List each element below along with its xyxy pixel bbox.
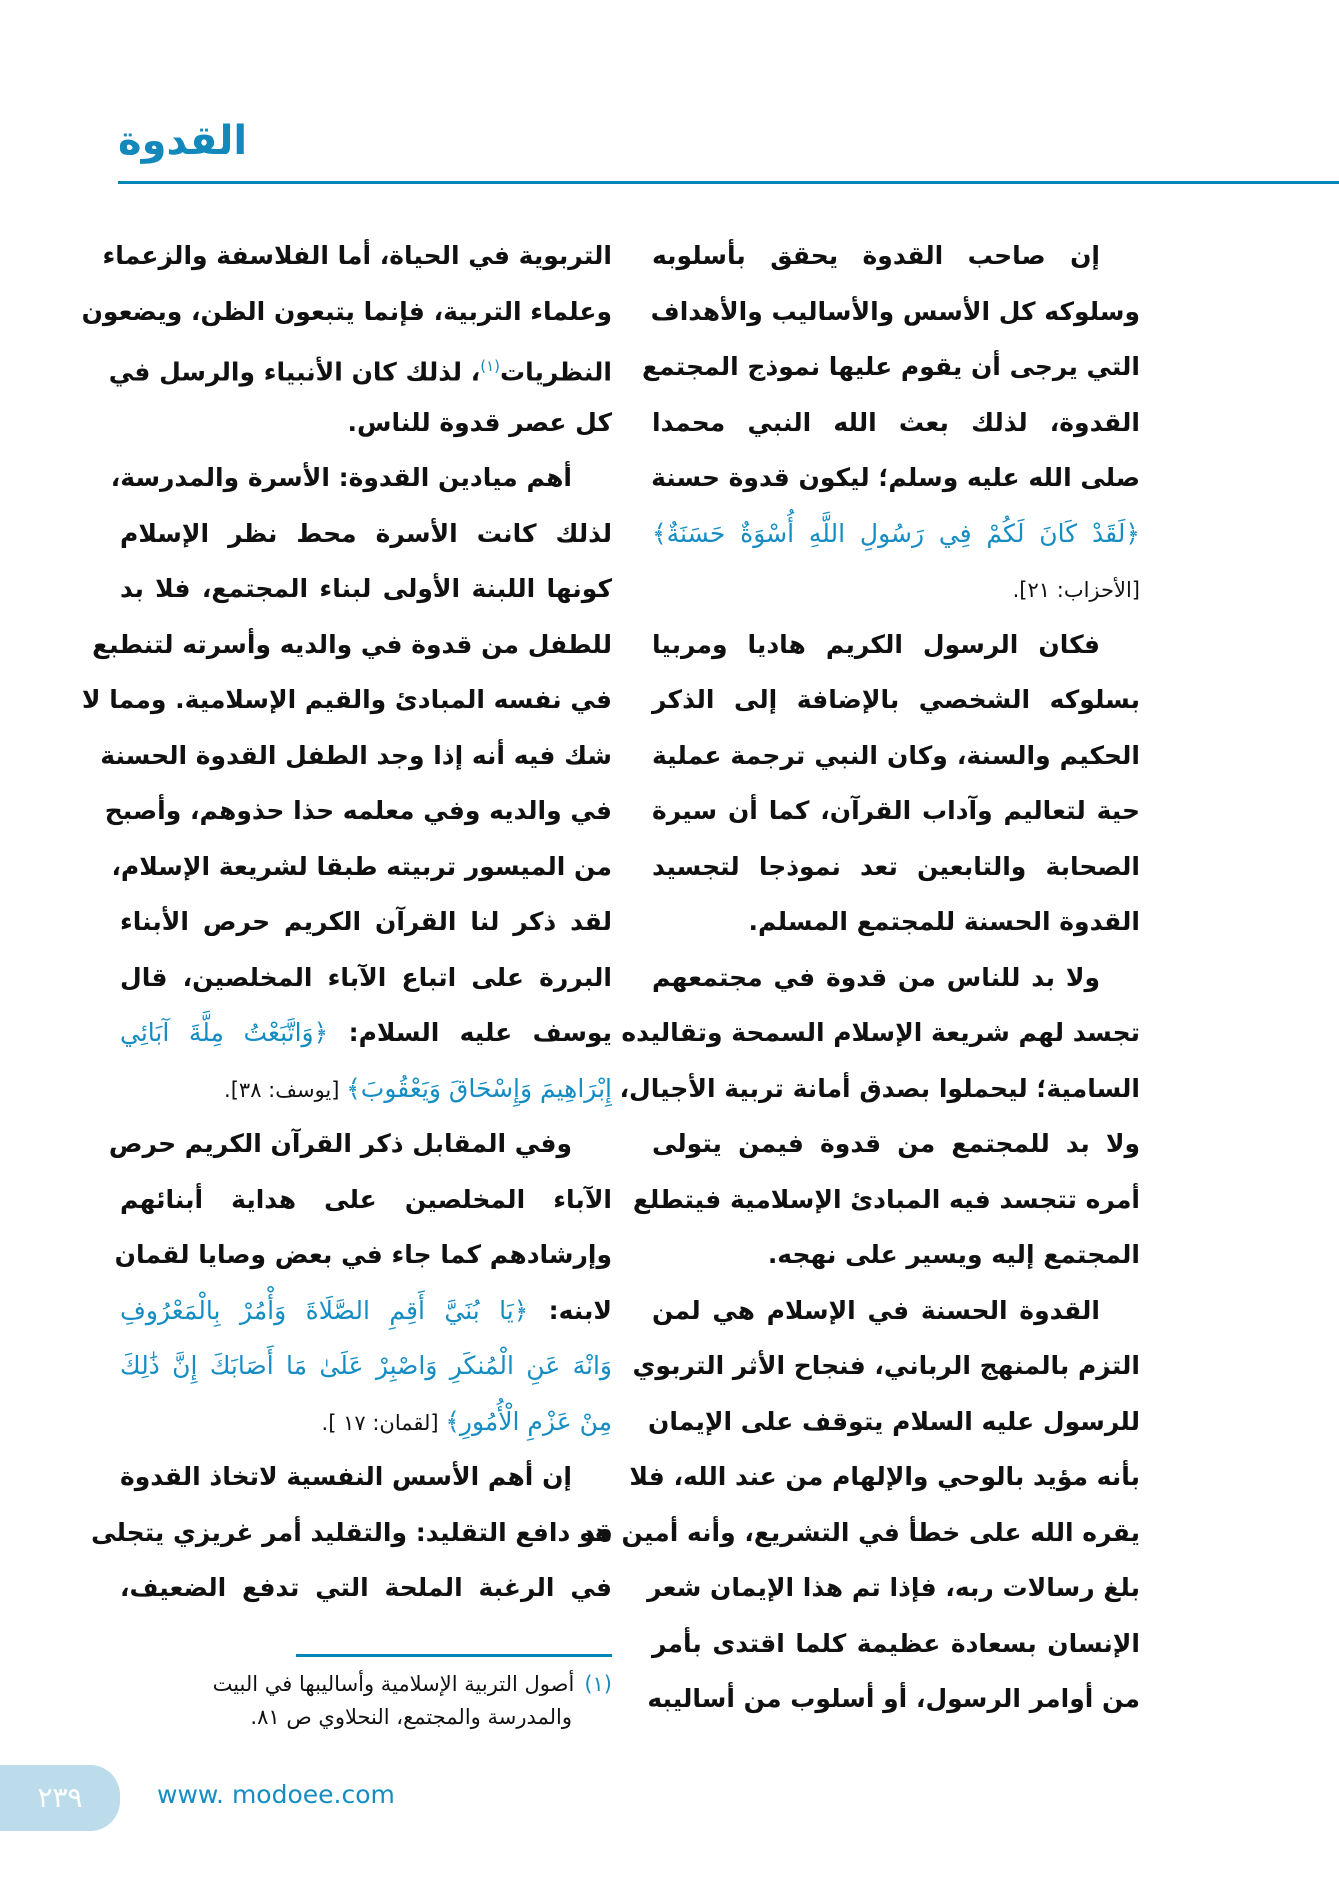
text-line bbox=[652, 950, 1140, 1006]
text-line bbox=[120, 1061, 612, 1117]
text-column-right bbox=[582, 228, 1140, 1727]
text-line bbox=[652, 1227, 1140, 1283]
text-line bbox=[120, 561, 612, 617]
website-link[interactable]: www. modoee.com bbox=[157, 1780, 395, 1809]
text-line bbox=[652, 1616, 1140, 1672]
text-line bbox=[120, 506, 612, 562]
text-segment: لقد ذكر لنا القرآن الكريم حرص الأبناء bbox=[120, 907, 612, 936]
text-segment: أهم ميادين القدوة: الأسرة والمدرسة، bbox=[110, 463, 572, 492]
text-column-left bbox=[81, 228, 612, 1616]
page-number-badge: ٢٣٩ bbox=[0, 1765, 120, 1831]
text-line bbox=[632, 1172, 1140, 1228]
text-line bbox=[652, 395, 1140, 451]
text-segment: ولا بد للمجتمع من قدوة فيمن يتولى bbox=[652, 1129, 1140, 1158]
quran-verse: مِنْ عَزْمِ الْأُمُورِ﴾ bbox=[445, 1406, 612, 1436]
text-segment: النظريات bbox=[500, 357, 612, 387]
text-line bbox=[619, 1061, 1140, 1117]
text-line bbox=[647, 1671, 1140, 1727]
text-line bbox=[652, 1283, 1140, 1339]
text-segment: القدوة الحسنة للمجتمع المسلم. bbox=[748, 907, 1140, 936]
text-line bbox=[91, 1505, 612, 1561]
text-segment: في والديه وفي معلمه حذا حذوهم، وأصبح bbox=[104, 796, 612, 825]
text-segment: وسلوكه كل الأسس والأساليب والأهداف bbox=[650, 296, 1140, 326]
footnote-line bbox=[120, 1701, 612, 1734]
text-line bbox=[120, 1338, 612, 1394]
text-segment: لذلك كانت الأسرة محط نظر الإسلام bbox=[120, 518, 612, 548]
text-line bbox=[652, 450, 1140, 506]
text-segment: أمره تتجسد فيه المبادئ الإسلامية فيتطلع bbox=[632, 1184, 1140, 1214]
text-line bbox=[114, 1227, 612, 1283]
text-segment: ، لذلك كان الأنبياء والرسل في bbox=[108, 357, 481, 387]
text-line bbox=[652, 228, 1140, 284]
text-segment: وعلماء التربية، فإنما يتبعون الظن، ويضعون bbox=[81, 296, 612, 326]
footnote bbox=[120, 1668, 612, 1734]
text-line bbox=[120, 1394, 612, 1450]
footnote-text: والمدرسة والمجتمع، النحلاوي ص ٨١. bbox=[250, 1705, 572, 1729]
text-segment: الآباء المخلصين على هداية أبنائهم bbox=[120, 1184, 612, 1214]
text-line bbox=[81, 672, 612, 728]
footnote-number: (١) bbox=[584, 1672, 612, 1696]
text-line bbox=[647, 1394, 1140, 1450]
text-segment: إن صاحب القدوة يحقق بأسلوبه bbox=[652, 241, 1100, 270]
quran-verse: ﴿يَا بُنَيَّ أَقِمِ الصَّلَاةَ وَأْمُرْ بِالْمَعْرُوفِ bbox=[120, 1295, 529, 1325]
text-segment: إن أهم الأسس النفسية لاتخاذ القدوة bbox=[120, 1462, 572, 1491]
text-line bbox=[652, 783, 1140, 839]
text-segment: الصحابة والتابعين تعد نموذجا لتجسيد bbox=[652, 851, 1140, 881]
text-line bbox=[652, 672, 1140, 728]
text-segment: القدوة الحسنة في الإسلام هي لمن bbox=[652, 1295, 1100, 1325]
text-line bbox=[111, 839, 612, 895]
text-line bbox=[102, 228, 612, 284]
text-line bbox=[652, 894, 1140, 950]
text-line bbox=[652, 617, 1140, 673]
text-segment: القدوة، لذلك بعث الله النبي محمدا bbox=[652, 407, 1140, 437]
footnote-text: أصول التربية الإسلامية وأساليبها في البيت bbox=[212, 1672, 575, 1696]
quran-verse: ﴿وَاتَّبَعْتُ مِلَّةَ آبَائِي bbox=[120, 1018, 329, 1047]
text-line bbox=[621, 1005, 1140, 1061]
text-segment: يوسف عليه السلام: bbox=[328, 1018, 612, 1047]
text-segment: كل عصر قدوة للناس. bbox=[347, 407, 612, 437]
text-line bbox=[81, 284, 612, 340]
footnote-divider bbox=[296, 1654, 612, 1657]
quran-verse: ﴿لَقَدْ كَانَ لَكُمْ فِي رَسُولِ اللَّهِ أُسْوَةٌ حَسَنَةٌ﴾ bbox=[652, 518, 1140, 548]
text-line bbox=[647, 1560, 1140, 1616]
text-line bbox=[108, 1116, 612, 1172]
text-segment: التي يرجى أن يقوم عليها نموذج المجتمع bbox=[641, 352, 1140, 381]
text-segment: حية لتعاليم وآداب القرآن، كما أن سيرة bbox=[652, 796, 1140, 825]
text-line bbox=[100, 728, 612, 784]
text-line bbox=[641, 339, 1140, 395]
verse-reference: [لقمان: ١٧ ]. bbox=[321, 1410, 446, 1435]
text-segment: تجسد لهم شريعة الإسلام السمحة وتقاليده bbox=[621, 1018, 1140, 1047]
text-line bbox=[108, 339, 612, 395]
text-line bbox=[652, 839, 1140, 895]
text-segment: صلى الله عليه وسلم؛ ليكون قدوة حسنة bbox=[651, 463, 1140, 492]
text-line bbox=[652, 284, 1140, 340]
text-segment: المجتمع إليه ويسير على نهجه. bbox=[767, 1240, 1140, 1269]
text-segment: من الميسور تربيته طبقا لشريعة الإسلام، bbox=[111, 851, 612, 881]
text-line bbox=[104, 783, 612, 839]
text-segment: شك فيه أنه إذا وجد الطفل القدوة الحسنة bbox=[100, 740, 612, 770]
text-line bbox=[652, 728, 1140, 784]
text-line bbox=[652, 1116, 1140, 1172]
text-segment: في الرغبة الملحة التي تدفع الضعيف، bbox=[120, 1573, 612, 1602]
text-line bbox=[92, 617, 612, 673]
text-segment: بلغ رسالات ربه، فإذا تم هذا الإيمان شعر bbox=[647, 1573, 1140, 1602]
text-line bbox=[120, 894, 612, 950]
text-segment: لابنه: bbox=[528, 1295, 612, 1325]
text-line bbox=[120, 1172, 612, 1228]
text-segment: التزم بالمنهج الرباني، فنجاح الأثر التربوي bbox=[632, 1351, 1140, 1380]
text-segment: البررة على اتباع الآباء المخلصين، قال bbox=[120, 962, 612, 992]
text-line bbox=[120, 395, 612, 451]
footnote-marker[interactable]: (١) bbox=[480, 357, 501, 375]
text-line bbox=[652, 506, 1140, 562]
text-line bbox=[582, 1505, 1140, 1561]
text-segment: كونها اللبنة الأولى لبناء المجتمع، فلا بد bbox=[120, 574, 612, 603]
quran-verse: إِبْرَاهِيمَ وَإِسْحَاقَ وَيَعْقُوبَ﴾ bbox=[346, 1073, 612, 1103]
text-segment: الإنسان بسعادة عظيمة كلما اقتدى بأمر bbox=[652, 1628, 1140, 1658]
text-line bbox=[632, 1338, 1140, 1394]
text-line bbox=[120, 1560, 612, 1616]
header-rule bbox=[118, 181, 1339, 184]
footnote-line bbox=[120, 1668, 612, 1701]
verse-reference: [الأحزاب: ٢١]. bbox=[1012, 578, 1140, 602]
text-line bbox=[629, 1449, 1140, 1505]
text-line bbox=[120, 1005, 612, 1061]
chapter-title: القدوة bbox=[118, 118, 248, 164]
text-segment: الحكيم والسنة، وكان النبي ترجمة عملية bbox=[652, 740, 1140, 770]
text-line bbox=[652, 561, 1140, 617]
text-segment: السامية؛ ليحملوا بصدق أمانة تربية الأجيال، bbox=[619, 1073, 1140, 1103]
text-segment: التربوية في الحياة، أما الفلاسفة والزعماء bbox=[102, 241, 612, 270]
text-segment: بأنه مؤيد بالوحي والإلهام من عند الله، فلا bbox=[629, 1462, 1140, 1491]
text-line bbox=[120, 1283, 612, 1339]
text-segment: وفي المقابل ذكر القرآن الكريم حرص bbox=[108, 1129, 572, 1158]
text-segment: في نفسه المبادئ والقيم الإسلامية. ومما لا bbox=[81, 685, 612, 714]
quran-verse: وَانْهَ عَنِ الْمُنكَرِ وَاصْبِرْ عَلَىٰ مَا أَصَابَكَ إِنَّ ذَٰلِكَ bbox=[120, 1351, 612, 1380]
verse-reference: [يوسف: ٣٨]. bbox=[224, 1077, 347, 1102]
text-segment: من أوامر الرسول، أو أسلوب من أساليبه bbox=[647, 1684, 1140, 1713]
text-line bbox=[110, 450, 612, 506]
text-line bbox=[120, 950, 612, 1006]
text-segment: للرسول عليه السلام يتوقف على الإيمان bbox=[647, 1406, 1140, 1436]
text-segment: فكان الرسول الكريم هاديا ومربيا bbox=[652, 629, 1100, 659]
text-segment: بسلوكه الشخصي بالإضافة إلى الذكر bbox=[652, 685, 1140, 714]
text-segment: للطفل من قدوة في والديه وأسرته لتنطبع bbox=[92, 629, 612, 659]
text-segment: ولا بد للناس من قدوة في مجتمعهم bbox=[652, 962, 1100, 992]
text-line bbox=[120, 1449, 612, 1505]
text-segment: يقره الله على خطأ في التشريع، وأنه أمين قد bbox=[582, 1517, 1140, 1547]
text-segment: هو دافع التقليد: والتقليد أمر غريزي يتجلى bbox=[91, 1517, 612, 1547]
text-segment: وإرشادهم كما جاء في بعض وصايا لقمان bbox=[114, 1240, 612, 1269]
